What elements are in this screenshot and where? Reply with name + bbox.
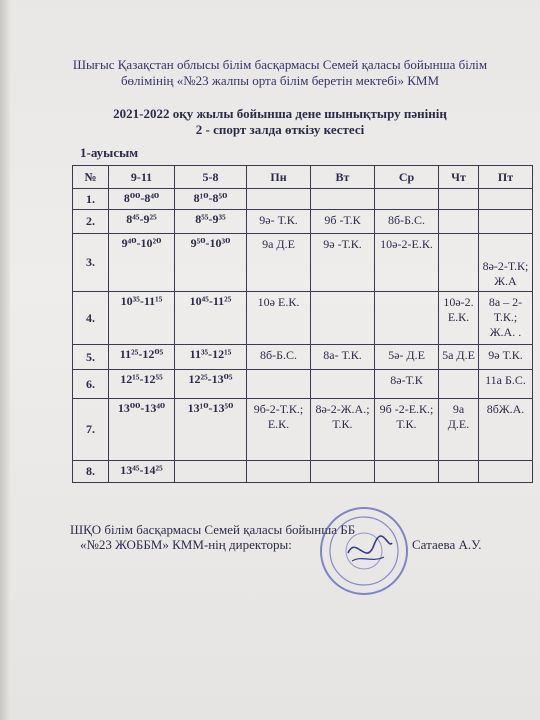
cell-wednesday	[375, 189, 439, 210]
cell-monday: 10ә Е.К.	[247, 292, 311, 345]
table-row	[73, 189, 533, 210]
cell-thursday: 5а Д.Е	[439, 345, 479, 370]
cell-monday	[247, 370, 311, 399]
cell-thursday	[439, 189, 479, 210]
cell-friday: 11а Б.С.	[479, 370, 533, 399]
row-number: 1.	[73, 189, 109, 210]
time-5-8: 8¹⁰-8⁵⁰	[175, 189, 247, 210]
time-5-8	[175, 461, 247, 483]
row-number: 6.	[73, 370, 109, 399]
director-name: Сатаева А.У.	[412, 537, 482, 552]
cell-wednesday: 8б-Б.С.	[375, 210, 439, 234]
cell-tuesday	[311, 292, 375, 345]
footer-line-2: «№23 ЖОББМ» КММ-нің директоры:	[80, 537, 292, 552]
cell-monday	[247, 461, 311, 483]
cell-friday: 9ә Т.К.	[479, 345, 533, 370]
cell-friday: 8бЖ.А.	[479, 399, 533, 461]
table-row	[73, 461, 533, 483]
col-header-friday: Пт	[479, 166, 533, 189]
row-number: 2.	[73, 210, 109, 234]
time-9-11: 12¹⁵-12⁵⁵	[109, 370, 175, 399]
cell-monday: 8б-Б.С.	[247, 345, 311, 370]
cell-thursday	[439, 370, 479, 399]
time-9-11: 8⁰⁰-8⁴⁰	[109, 189, 175, 210]
row-number: 5.	[73, 345, 109, 370]
cell-wednesday	[375, 461, 439, 483]
col-header-thursday: Чт	[439, 166, 479, 189]
table-row	[73, 292, 533, 345]
cell-wednesday	[375, 292, 439, 345]
table-row	[73, 399, 533, 461]
cell-friday	[479, 189, 533, 210]
time-5-8: 9⁵⁰-10³⁰	[175, 234, 247, 292]
time-5-8: 12²⁵-13⁰⁵	[175, 370, 247, 399]
title-line-2: 2 - спорт залда өткізу кестесі	[195, 122, 365, 137]
cell-tuesday	[311, 370, 375, 399]
time-5-8: 11³⁵-12¹⁵	[175, 345, 247, 370]
cell-thursday	[439, 234, 479, 292]
table-row	[73, 210, 533, 234]
row-number: 3.	[73, 234, 109, 292]
schedule-table	[72, 165, 533, 483]
time-9-11: 8⁴⁵-9²⁵	[109, 210, 175, 234]
col-header-monday: Пн	[247, 166, 311, 189]
cell-friday	[479, 210, 533, 234]
cell-tuesday: 9б -Т.К	[311, 210, 375, 234]
row-number: 4.	[73, 292, 109, 345]
cell-thursday: 9а Д.Е.	[439, 399, 479, 461]
footer-line-1: ШҚО білім басқармасы Семей қаласы бойынша ББ	[70, 522, 356, 537]
col-header-wednesday: Ср	[375, 166, 439, 189]
time-5-8: 10⁴⁵-11²⁵	[175, 292, 247, 345]
time-5-8: 13¹⁰-13⁵⁰	[175, 399, 247, 461]
org-line-1: Шығыс Қазақстан облысы білім басқармасы Семей қаласы бойынша білім	[72, 57, 488, 72]
cell-monday: 9б-2-Т.К.; Е.К.	[247, 399, 311, 461]
official-stamp-icon	[318, 505, 410, 597]
cell-friday	[479, 461, 533, 483]
cell-monday	[247, 189, 311, 210]
cell-wednesday: 9б -2-Е.К.; Т.К.	[375, 399, 439, 461]
table-row	[73, 234, 533, 292]
signature-block	[70, 522, 355, 552]
cell-tuesday: 9ә -Т.К.	[311, 234, 375, 292]
document-title	[40, 106, 520, 138]
cell-friday: 8а – 2-Т.К.; Ж.А. .	[479, 292, 533, 345]
cell-wednesday: 10ә-2-Е.К.	[375, 234, 439, 292]
cell-friday: 8ә-2-Т.К; Ж.А	[479, 234, 533, 292]
page-edge	[0, 0, 10, 720]
time-9-11: 10³⁵-11¹⁵	[109, 292, 175, 345]
cell-thursday	[439, 461, 479, 483]
time-5-8: 8⁵⁵-9³⁵	[175, 210, 247, 234]
time-9-11: 13⁴⁵-14²⁵	[109, 461, 175, 483]
cell-tuesday	[311, 461, 375, 483]
org-header	[40, 57, 520, 89]
table-header-row	[73, 166, 533, 189]
table-row	[73, 370, 533, 399]
table-row	[73, 345, 533, 370]
title-line-1: 2021-2022 оқу жылы бойынша дене шынықтыру пәнінің	[113, 106, 447, 121]
cell-thursday	[439, 210, 479, 234]
shift-label: 1-ауысым	[80, 145, 139, 160]
time-9-11: 13⁰⁰-13⁴⁰	[109, 399, 175, 461]
cell-tuesday	[311, 189, 375, 210]
col-header-grades-5-8: 5-8	[175, 166, 247, 189]
col-header-number: №	[73, 166, 109, 189]
cell-monday: 9а Д.Е	[247, 234, 311, 292]
org-line-2: бөлімінің «№23 жалпы орта білім беретін мектебі» КММ	[120, 73, 440, 88]
cell-wednesday: 8ә-Т.К	[375, 370, 439, 399]
col-header-tuesday: Вт	[311, 166, 375, 189]
col-header-grades-9-11: 9-11	[109, 166, 175, 189]
cell-monday: 9ә- Т.К.	[247, 210, 311, 234]
cell-tuesday: 8а- Т.К.	[311, 345, 375, 370]
time-9-11: 11²⁵-12⁰⁵	[109, 345, 175, 370]
cell-wednesday: 5ә- Д.Е	[375, 345, 439, 370]
time-9-11: 9⁴⁰-10²⁰	[109, 234, 175, 292]
cell-tuesday: 8ә-2-Ж.А.; Т.К.	[311, 399, 375, 461]
row-number: 8.	[73, 461, 109, 483]
row-number: 7.	[73, 399, 109, 461]
cell-thursday: 10ә-2. Е.К.	[439, 292, 479, 345]
